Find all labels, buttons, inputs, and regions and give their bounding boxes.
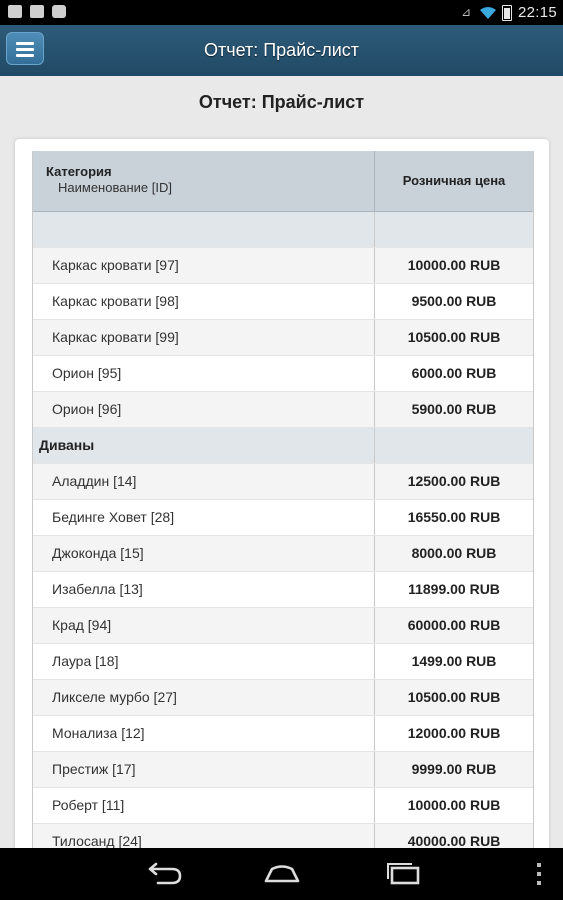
category-name: Диваны <box>33 428 375 463</box>
recent-apps-icon[interactable] <box>384 861 424 887</box>
item-name: Орион [95] <box>33 356 375 391</box>
price-table <box>32 151 534 848</box>
table-row[interactable] <box>33 392 533 428</box>
battery-icon <box>502 5 512 21</box>
item-price: 12000.00 RUB <box>407 725 501 741</box>
item-name: Бединге Ховет [28] <box>33 500 375 535</box>
header-name-column <box>33 151 375 211</box>
item-price: 8000.00 RUB <box>411 545 497 561</box>
table-row[interactable] <box>33 824 533 848</box>
category-row <box>33 212 533 248</box>
table-header <box>33 151 533 212</box>
wifi-icon <box>480 7 496 19</box>
item-price: 10500.00 RUB <box>407 689 501 705</box>
table-row[interactable] <box>33 644 533 680</box>
category-name <box>33 212 375 247</box>
item-price: 40000.00 RUB <box>407 833 501 848</box>
table-row[interactable] <box>33 320 533 356</box>
table-row[interactable] <box>33 752 533 788</box>
gallery-icon <box>8 5 22 18</box>
table-body <box>33 212 533 848</box>
overflow-menu-icon[interactable] <box>537 863 541 885</box>
item-name: Каркас кровати [97] <box>33 248 375 283</box>
table-row[interactable] <box>33 680 533 716</box>
table-row[interactable] <box>33 356 533 392</box>
item-name: Каркас кровати [98] <box>33 284 375 319</box>
table-row[interactable] <box>33 464 533 500</box>
report-content[interactable] <box>0 76 563 848</box>
item-price: 10500.00 RUB <box>407 329 501 345</box>
app-bar <box>0 25 563 76</box>
system-icons <box>461 3 557 22</box>
item-name: Орион [96] <box>33 392 375 427</box>
camera-icon <box>52 5 66 18</box>
item-name: Монализа [12] <box>33 716 375 751</box>
report-title: Отчет: Прайс-лист <box>198 92 365 112</box>
notification-icons <box>8 5 66 18</box>
item-price: 1499.00 RUB <box>411 653 497 669</box>
table-row[interactable] <box>33 284 533 320</box>
header-item-name: Наименование [ID] <box>58 180 172 195</box>
item-name: Лаура [18] <box>33 644 375 679</box>
header-category: Категория <box>46 164 112 179</box>
item-price: 12500.00 RUB <box>407 473 501 489</box>
table-row[interactable] <box>33 608 533 644</box>
item-name: Изабелла [13] <box>33 572 375 607</box>
category-row <box>33 428 533 464</box>
report-card <box>15 139 549 848</box>
item-name: Каркас кровати [99] <box>33 320 375 355</box>
item-price: 10000.00 RUB <box>407 797 501 813</box>
no-signal-icon: ⊿ <box>460 5 472 19</box>
item-price: 9500.00 RUB <box>411 293 497 309</box>
item-name: Ликселе мурбо [27] <box>33 680 375 715</box>
status-bar <box>0 0 563 25</box>
item-name: Роберт [11] <box>33 788 375 823</box>
table-row[interactable] <box>33 788 533 824</box>
item-price: 9999.00 RUB <box>411 761 497 777</box>
back-icon[interactable] <box>144 861 184 887</box>
item-name: Тилосанд [24] <box>33 824 375 848</box>
table-row[interactable] <box>33 500 533 536</box>
item-price: 6000.00 RUB <box>411 365 497 381</box>
item-price: 16550.00 RUB <box>407 509 501 525</box>
table-row[interactable] <box>33 536 533 572</box>
table-row[interactable] <box>33 248 533 284</box>
header-price: Розничная цена <box>402 173 506 188</box>
clock: 22:15 <box>517 4 557 21</box>
item-price: 10000.00 RUB <box>407 257 501 273</box>
home-icon[interactable] <box>262 861 302 887</box>
item-name: Престиж [17] <box>33 752 375 787</box>
navigation-bar <box>0 848 563 900</box>
item-name: Джоконда [15] <box>33 536 375 571</box>
app-bar-title: Отчет: Прайс-лист <box>203 40 360 60</box>
cat-icon <box>30 5 44 18</box>
table-row[interactable] <box>33 572 533 608</box>
item-name: Аладдин [14] <box>33 464 375 499</box>
item-price: 11899.00 RUB <box>408 581 500 597</box>
item-name: Крад [94] <box>33 608 375 643</box>
item-price: 60000.00 RUB <box>407 617 501 633</box>
hamburger-menu-icon <box>16 42 34 45</box>
menu-button[interactable] <box>6 32 44 65</box>
table-row[interactable] <box>33 716 533 752</box>
item-price: 5900.00 RUB <box>411 401 497 417</box>
